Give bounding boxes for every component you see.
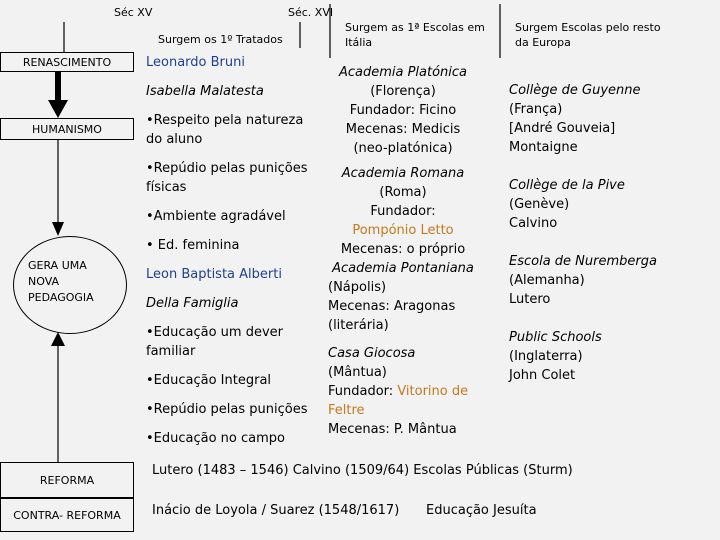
author-bruni: Leonardo Bruni [146,55,245,70]
header-escolas-italia: Surgem as 1ª Escolas em Itália [345,21,485,49]
school-pive: Collège de la Pive [509,178,625,193]
box-humanismo: HUMANISMO [0,118,134,140]
platonica-details: (Florença) Fundador: Ficino Mecenas: Medicis (neo-platónica) [345,84,461,156]
col-tratados [146,53,326,448]
item-ed-feminina: • Ed. feminina [146,238,240,253]
label-nova-pedagogia: GERA UMA NOVA PEDAGOGIA [28,259,94,304]
romana-details: (Roma) Fundador: Pompónio Letto Mecenas: o próprio [340,185,466,257]
school-public-schools: Public Schools [509,330,602,345]
pontaniana-details: (Nápolis) Mecenas: Aragonas (literária) [328,280,456,333]
author-alberti: Leon Baptista Alberti [146,267,282,282]
school-platonica: Academia Platónica [338,65,468,80]
school-giocosa: Casa Giocosa [328,346,416,361]
footer-contra-reforma: Inácio de Loyola / Suarez (1548/1617) [152,503,400,518]
giocosa-details: (Mântua) Fundador: Vitorino de Feltre Mecenas: P. Mântua [328,365,469,437]
item-repudio-punicoes: •Repúdio pelas punições [146,402,308,417]
footer-educacao-jesuita: Educação Jesuíta [426,503,537,518]
header-sec-xvi: Séc. XVI [288,6,334,19]
header-tratados: Surgem os 1º Tratados [158,33,283,46]
item-dever-familiar: •Educação um dever familiar [146,325,284,359]
box-contra-reforma: CONTRA- REFORMA [0,498,134,532]
item-integral: •Educação Integral [146,373,272,388]
author-malatesta: Isabella Malatesta [146,84,264,99]
footer-reforma: Lutero (1483 – 1546) Calvino (1509/64) Escolas Públicas (Sturm) [152,463,573,478]
header-escolas-europa: Surgem Escolas pelo resto da Europa [515,21,661,49]
col-escolas-italia [318,63,488,439]
item-repudio-fisicas: •Repúdio pelas punições físicas [146,161,308,195]
col-escolas-europa: Collège de Guyenne (França) [André Gouveia] Montaigne Collège de la Pive (Genève) Calvino Escola de Nuremberga (Alemanha) Lutero Public Schools (Inglaterra) John Colet [509,81,714,385]
school-pontaniana: Academia Pontaniana [332,261,474,276]
school-guyenne: Collège de Guyenne [509,83,641,98]
item-campo: •Educação no campo [146,431,285,446]
item-respeito: •Respeito pela natureza do aluno [146,113,304,147]
item-ambiente: •Ambiente agradável [146,209,286,224]
school-romana: Academia Romana [341,166,465,181]
work-famiglia: Della Famiglia [146,296,239,311]
box-renascimento: RENASCIMENTO [0,52,134,72]
header-sec-xv: Séc XV [114,6,153,19]
school-nuremberga: Escola de Nuremberga [509,254,657,269]
box-reforma: REFORMA [0,462,134,498]
